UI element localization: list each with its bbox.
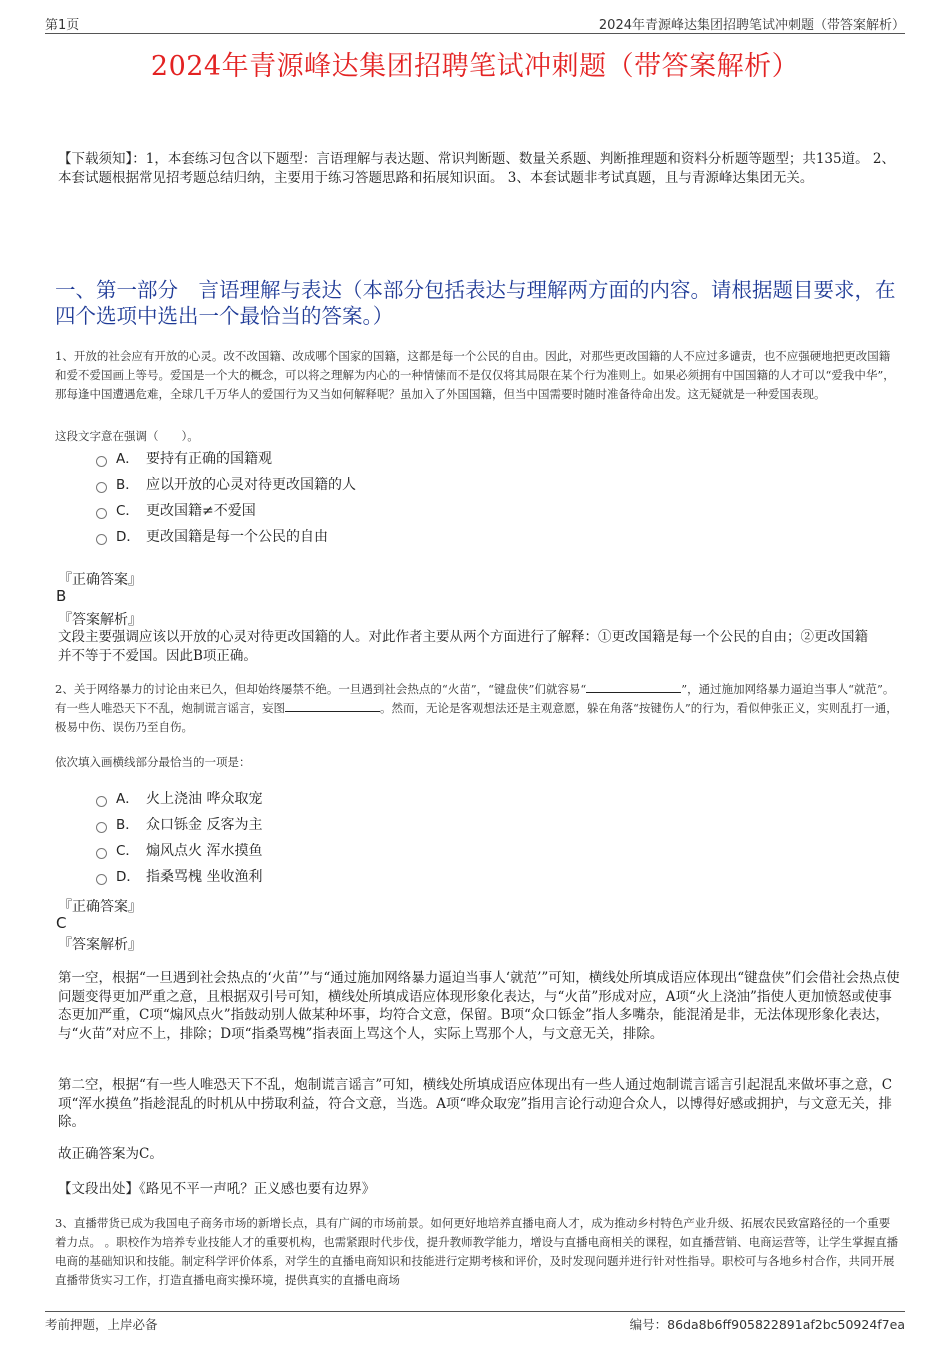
footer-rule bbox=[45, 1311, 905, 1312]
radio-icon[interactable] bbox=[96, 508, 107, 519]
section-heading: 一、第一部分 言语理解与表达（本部分包括表达与理解两方面的内容。请根据题目要求，在四个选项中选出一个最恰当的答案。） bbox=[55, 278, 896, 328]
radio-icon[interactable] bbox=[96, 534, 107, 545]
option-key: C． bbox=[116, 843, 139, 859]
q2-option-c[interactable] bbox=[96, 842, 262, 860]
option-text: 应以开放的心灵对待更改国籍的人 bbox=[146, 477, 356, 493]
radio-icon[interactable] bbox=[96, 796, 107, 807]
footer-code-value: 86da8b6ff905822891af2bc50924f7ea bbox=[667, 1317, 905, 1332]
fill-blank-2 bbox=[285, 699, 380, 712]
radio-icon[interactable] bbox=[96, 482, 107, 493]
q2-stem-part-b: ”，通过施加网络暴力逼迫当事人“就范”。有一些人唯恐天下不乱，炮制谎言谣言，妄图 bbox=[55, 682, 895, 715]
q1-option-d[interactable] bbox=[96, 528, 328, 546]
option-text: 指桑骂槐 坐收渔利 bbox=[146, 869, 263, 885]
radio-icon[interactable] bbox=[96, 874, 107, 885]
q2-option-b[interactable] bbox=[96, 816, 262, 834]
q1-prompt: 这段文字意在强调（ ）。 bbox=[55, 429, 199, 443]
q2-analysis-label: 『答案解析』 bbox=[58, 937, 142, 953]
q2-analysis-p2: 第二空，根据“有一些人唯恐天下不乱，炮制谎言谣言”可知，横线处所填成语应体现出有一些人通过炮制谎言谣言引起混乱来做坏事之意，C项“浑水摸鱼”指趁混乱的时机从中捞取利益，符合文意，当选。A项“哗众取宠”指用言论行动迎合众人，以博得好感或拥护，与文意无关，排除。 bbox=[58, 1077, 893, 1130]
download-notice: 【下载须知】：1，本套练习包含以下题型：言语理解与表达题、常识判断题、数量关系题、判断推理题和资料分析题等题型；共135道。 2、本套试题根据常见招考题总结归纳，主要用于练习答题思路和拓展知识面。 3、本套试题非考试真题，且与青源峰达集团无关。 bbox=[58, 151, 895, 186]
q2-source: 【文段出处】《路见不平一声吼？正义感也要有边界》 bbox=[58, 1181, 376, 1197]
radio-icon[interactable] bbox=[96, 848, 107, 859]
q1-answer: B bbox=[56, 587, 67, 605]
option-key: A． bbox=[116, 451, 139, 467]
fill-blank-1 bbox=[586, 680, 681, 693]
option-key: A． bbox=[116, 791, 139, 807]
option-text: 火上浇油 哗众取宠 bbox=[146, 791, 263, 807]
option-text: 更改国籍是每一个公民的自由 bbox=[146, 529, 328, 545]
header-doc-title: 2024年青源峰达集团招聘笔试冲刺题（带答案解析） bbox=[598, 18, 905, 33]
q2-answer-label: 『正确答案』 bbox=[58, 899, 142, 915]
radio-icon[interactable] bbox=[96, 456, 107, 467]
footer-code bbox=[630, 1315, 905, 1333]
q2-conclusion: 故正确答案为C。 bbox=[58, 1146, 163, 1162]
footer-code-label: 编号： bbox=[629, 1317, 668, 1332]
q1-analysis-label: 『答案解析』 bbox=[58, 612, 142, 628]
q1-option-a[interactable] bbox=[96, 450, 272, 468]
q1-analysis: 文段主要强调应该以开放的心灵对待更改国籍的人。对此作者主要从两个方面进行了解释：①更改国籍是每一个公民的自由；②更改国籍并不等于不爱国。因此B项正确。 bbox=[58, 629, 868, 664]
option-text: 煽风点火 浑水摸鱼 bbox=[146, 843, 263, 859]
q3-stem: 3、直播带货已成为我国电子商务市场的新增长点，具有广阔的市场前景。如何更好地培养直播电商人才，成为推动乡村特色产业升级、拓展农民致富路径的一个重要着力点。 。职校作为培养专业技能人才的重要机构，也需紧跟时代步伐，提升教师教学能力，增设与直播电商相关的课程，如直播营销、电商运营等，让学生掌握直播电商的基础知识和技能。制定科学评价体系，对学生的直播电商知识和技能进行定期考核和评价，及时发现问题并进行针对性指导。职校可与各地乡村合作，共同开展直播带货实习工作，打造直播电商实操环境，提供真实的直播电商场 bbox=[55, 1216, 899, 1287]
q1-option-c[interactable] bbox=[96, 502, 256, 520]
option-key: B． bbox=[116, 477, 139, 493]
option-text: 众口铄金 反客为主 bbox=[146, 817, 263, 833]
footer-slogan: 考前押题，上岸必备 bbox=[45, 1317, 158, 1332]
q2-stem-part-a: 2、关于网络暴力的讨论由来已久，但却始终屡禁不绝。一旦遇到社会热点的“火苗”，“键盘侠”们就容易“ bbox=[55, 682, 587, 696]
q2-analysis-p1: 第一空，根据“一旦遇到社会热点的‘火苗’”与“通过施加网络暴力逼迫当事人‘就范’”可知，横线处所填成语应体现出“键盘侠”们会借社会热点使问题变得更加严重之意，且根据双引号可知，横线处所填成语应体现形象化表达，与“火苗”形成对应，A项“火上浇油”指使人更加愤怒或使事态更加严重，C项“煽风点火”指鼓动别人做某种坏事，均符合文意，保留。B项“众口铄金”指人多嘴杂，能混淆是非，无法体现形象化表达，与“火苗”对应不上，排除；D项“指桑骂槐”指表面上骂这个人，实际上骂那个人，与文意无关，排除。 bbox=[58, 970, 900, 1042]
q1-option-b[interactable] bbox=[96, 476, 356, 494]
q2-answer: C bbox=[56, 914, 67, 932]
q2-option-d[interactable] bbox=[96, 868, 262, 886]
page-number: 第1页 bbox=[45, 18, 80, 33]
header-rule bbox=[45, 33, 905, 34]
option-key: D． bbox=[116, 869, 140, 885]
q2-stem-part-c: 。然而，无论是客观想法还是主观意愿，躲在角落“按键伤人”的行为，看似伸张正义，实则乱打一通，极易中伤、误伤乃至自伤。 bbox=[55, 701, 898, 734]
q2-prompt: 依次填入画横线部分最恰当的一项是： bbox=[55, 755, 251, 769]
option-text: 更改国籍≠不爱国 bbox=[146, 503, 256, 519]
option-key: C． bbox=[116, 503, 139, 519]
q2-option-a[interactable] bbox=[96, 790, 262, 808]
option-key: B． bbox=[116, 817, 139, 833]
q1-stem: 1、开放的社会应有开放的心灵。改不改国籍、改成哪个国家的国籍，这都是每一个公民的自由。因此，对那些更改国籍的人不应过多谴责，也不应强硬地把更改国籍和爱不爱国画上等号。爱国是一个大的概念，可以将之理解为内心的一种情愫而不是仅仅将其局限在某个行为准则上。如果必须拥有中国国籍的人才可以“爱我中华”，那每逢中国遭遇危难，全球几千万华人的爱国行为又当如何解释呢？虽加入了外国国籍，但当中国需要时随时准备待命出发。这无疑就是一种爱国表现。 bbox=[55, 349, 895, 401]
option-key: D． bbox=[116, 529, 140, 545]
option-text: 要持有正确的国籍观 bbox=[146, 451, 272, 467]
page-title: 2024年青源峰达集团招聘笔试冲刺题（带答案解析） bbox=[150, 51, 800, 82]
q1-answer-label: 『正确答案』 bbox=[58, 572, 142, 588]
q2-stem bbox=[55, 680, 900, 737]
radio-icon[interactable] bbox=[96, 822, 107, 833]
